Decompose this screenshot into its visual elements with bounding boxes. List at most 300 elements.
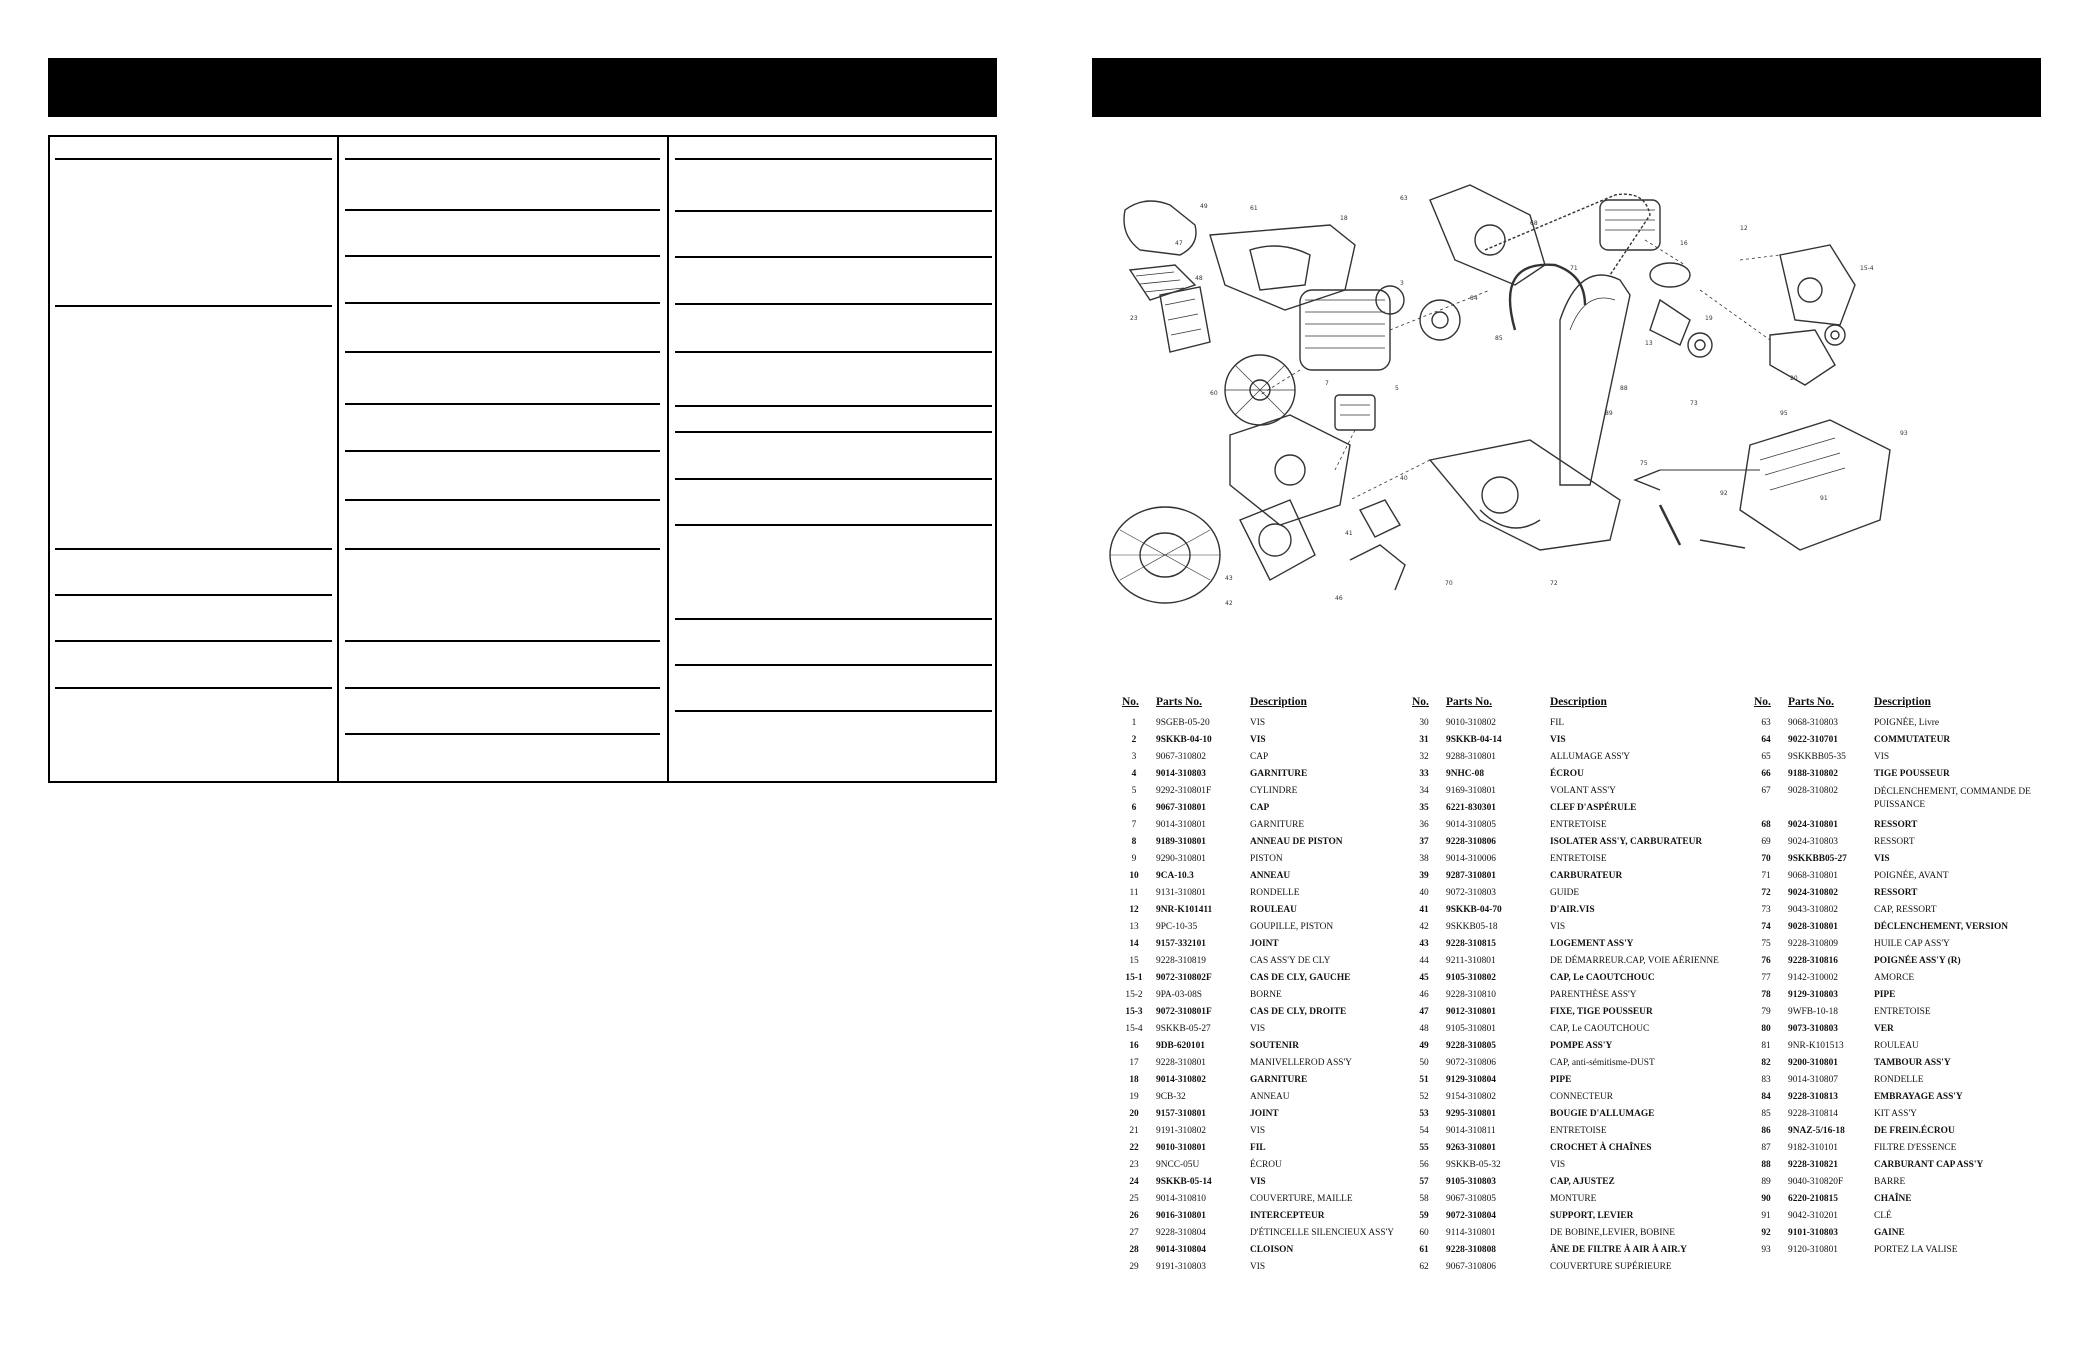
part-number-index: 4 [1131, 769, 1137, 779]
part-code: 9228-310810 [1446, 990, 1496, 1000]
part-description: EMBRAYAGE ASS'Y [1874, 1092, 1963, 1102]
part-number-index: 85 [1761, 1109, 1771, 1119]
part-code: 9014-310811 [1446, 1126, 1496, 1136]
part-number-index: 49 [1419, 1041, 1429, 1051]
part-description: DÉCLENCHEMENT, COMMANDE DE PUISSANCE [1874, 787, 2031, 810]
parts-row [1120, 752, 1420, 769]
parts-row [1120, 939, 1420, 956]
part-description: BARRE [1874, 1177, 1906, 1187]
parts-row [1120, 769, 1420, 786]
part-description: GARNITURE [1250, 1075, 1308, 1085]
part-description: FILTRE D'ESSENCE [1874, 1143, 1957, 1153]
part-number-index: 64 [1761, 735, 1771, 745]
table-rule [675, 158, 992, 160]
parts-row [1120, 1160, 1420, 1177]
svg-text:92: 92 [1720, 490, 1728, 497]
part-number-index: 61 [1419, 1245, 1429, 1255]
parts-row [1752, 871, 2052, 888]
part-description: TIGE POUSSEUR [1874, 769, 1950, 779]
svg-text:47: 47 [1175, 240, 1183, 247]
part-description: D'ÉTINCELLE SILENCIEUX ASS'Y [1250, 1228, 1394, 1238]
table-rule [345, 255, 660, 257]
part-description: ÂNE DE FILTRE À AIR À AIR.Y [1550, 1245, 1687, 1255]
part-code: 6221-830301 [1446, 803, 1496, 813]
part-description: CAP, anti-sémitisme-DUST [1550, 1058, 1655, 1068]
parts-row [1120, 735, 1420, 752]
svg-text:73: 73 [1690, 400, 1698, 407]
part-description: PISTON [1250, 854, 1283, 864]
part-number-index: 29 [1129, 1262, 1139, 1272]
svg-text:93: 93 [1900, 430, 1908, 437]
table-rule [345, 499, 660, 501]
part-number-index: 18 [1129, 1075, 1139, 1085]
part-code: 9228-310814 [1788, 1109, 1838, 1119]
part-description: CLEF D'ASPÉRULE [1550, 803, 1637, 813]
part-description: PARENTHÈSE ASS'Y [1550, 990, 1637, 1000]
part-description: KIT ASS'Y [1874, 1109, 1917, 1119]
header-description: Description [1250, 696, 1307, 708]
svg-text:95: 95 [1780, 410, 1788, 417]
parts-row [1120, 888, 1420, 905]
part-description: CAP [1250, 752, 1269, 762]
parts-row [1120, 718, 1420, 735]
part-code: 9SGEB-05-20 [1156, 718, 1210, 728]
part-code: 9157-332101 [1156, 939, 1206, 949]
parts-row [1752, 752, 2052, 769]
part-number-index: 1 [1131, 718, 1137, 728]
part-code: 9SKKB-05-32 [1446, 1160, 1501, 1170]
table-rule [675, 405, 992, 407]
part-description: RESSORT [1874, 820, 1918, 830]
svg-text:72: 72 [1550, 580, 1558, 587]
parts-row [1120, 905, 1420, 922]
header-parts-no: Parts No. [1446, 696, 1492, 708]
table-rule [55, 548, 332, 550]
svg-text:16: 16 [1680, 240, 1688, 247]
parts-row [1752, 718, 2052, 735]
part-description: GAINE [1874, 1228, 1905, 1238]
part-number-index: 73 [1761, 905, 1771, 915]
table-rule [675, 478, 992, 480]
svg-text:91: 91 [1820, 495, 1828, 502]
part-number-index: 90 [1761, 1194, 1771, 1204]
parts-row [1410, 871, 1710, 888]
part-description: CONNECTEUR [1550, 1092, 1614, 1102]
parts-row [1752, 735, 2052, 752]
part-number-index: 21 [1129, 1126, 1139, 1136]
part-code: 9NAZ-5/16-18 [1788, 1126, 1845, 1136]
part-number-index: 77 [1761, 973, 1771, 983]
parts-row [1752, 1143, 2052, 1160]
part-code: 9263-310801 [1446, 1143, 1496, 1153]
part-description: VIS [1250, 1177, 1266, 1187]
part-code: 9043-310802 [1788, 905, 1838, 915]
part-code: 9010-310802 [1446, 718, 1496, 728]
part-code: 9072-310806 [1446, 1058, 1496, 1068]
part-code: 9NR-K101411 [1156, 905, 1213, 915]
svg-text:60: 60 [1210, 390, 1218, 397]
part-description: CAP, Le CAOUTCHOUC [1550, 1024, 1650, 1034]
part-number-index: 20 [1129, 1109, 1139, 1119]
part-description: POIGNÉE ASS'Y (R) [1874, 956, 1961, 966]
parts-row [1752, 786, 2052, 820]
part-number-index: 31 [1419, 735, 1429, 745]
part-code: 9067-310805 [1446, 1194, 1496, 1204]
exploded-parts-diagram [1100, 180, 2040, 680]
svg-text:3: 3 [1400, 280, 1404, 287]
part-description: ENTRETOISE [1550, 854, 1607, 864]
table-rule [675, 618, 992, 620]
parts-row [1120, 1007, 1420, 1024]
part-description: CLOISON [1250, 1245, 1294, 1255]
parts-row [1752, 820, 2052, 837]
header-parts-no: Parts No. [1156, 696, 1202, 708]
svg-text:48: 48 [1195, 275, 1203, 282]
part-description: VIS [1250, 1262, 1266, 1272]
part-code: 9142-310002 [1788, 973, 1838, 983]
part-number-index: 84 [1761, 1092, 1771, 1102]
header-no: No. [1412, 696, 1429, 708]
part-code: 9072-310802F [1156, 973, 1212, 983]
part-description: SUPPORT, LEVIER [1550, 1211, 1634, 1221]
table-rule [345, 209, 660, 211]
part-code: 9NR-K101513 [1788, 1041, 1844, 1051]
part-code: 9SKKB-05-14 [1156, 1177, 1212, 1187]
svg-text:12: 12 [1740, 225, 1748, 232]
part-description: ANNEAU DE PISTON [1250, 837, 1343, 847]
part-number-index: 27 [1129, 1228, 1139, 1238]
svg-text:46: 46 [1335, 595, 1343, 602]
part-code: 9028-310801 [1788, 922, 1838, 932]
part-description: CAS ASS'Y DE CLY [1250, 956, 1331, 966]
part-description: ROULEAU [1874, 1041, 1919, 1051]
part-number-index: 56 [1419, 1160, 1429, 1170]
part-code: 9228-310815 [1446, 939, 1496, 949]
parts-row [1752, 990, 2052, 1007]
svg-text:20: 20 [1790, 375, 1798, 382]
svg-text:18: 18 [1340, 215, 1348, 222]
parts-row [1410, 1109, 1710, 1126]
part-description: ALLUMAGE ASS'Y [1550, 752, 1631, 762]
parts-row [1752, 1211, 2052, 1228]
part-code: 9022-310701 [1788, 735, 1838, 745]
header-no: No. [1122, 696, 1139, 708]
right-header-bar [1092, 58, 2041, 117]
part-code: 9129-310803 [1788, 990, 1838, 1000]
parts-row [1410, 1041, 1710, 1058]
part-code: 9068-310803 [1788, 718, 1838, 728]
parts-row [1410, 1092, 1710, 1109]
part-number-index: 78 [1761, 990, 1771, 1000]
parts-row [1410, 1126, 1710, 1143]
part-description: ANNEAU [1250, 871, 1291, 881]
part-description: PIPE [1550, 1075, 1572, 1085]
part-description: HUILE CAP ASS'Y [1874, 939, 1950, 949]
part-code: 9014-310804 [1156, 1245, 1206, 1255]
part-description: CAS DE CLY, GAUCHE [1250, 973, 1351, 983]
parts-row [1752, 956, 2052, 973]
part-code: 9SKKB05-18 [1446, 922, 1498, 932]
part-code: 9114-310801 [1446, 1228, 1496, 1238]
part-code: 9073-310803 [1788, 1024, 1838, 1034]
table-rule [675, 210, 992, 212]
part-number-index: 15-1 [1125, 973, 1143, 983]
part-number-index: 81 [1761, 1041, 1771, 1051]
part-number-index: 36 [1419, 820, 1429, 830]
part-code: 9024-310801 [1788, 820, 1838, 830]
part-description: ÉCROU [1550, 769, 1584, 779]
part-code: 9024-310803 [1788, 837, 1838, 847]
parts-row [1410, 837, 1710, 854]
part-number-index: 22 [1129, 1143, 1139, 1153]
crankcase-icon [1230, 415, 1350, 525]
table-column-divider [337, 137, 339, 781]
part-code: 9154-310802 [1446, 1092, 1496, 1102]
part-code: 9200-310801 [1788, 1058, 1838, 1068]
part-code: 9DB-620101 [1156, 1041, 1205, 1051]
header-description: Description [1874, 696, 1931, 708]
svg-text:41: 41 [1345, 530, 1353, 537]
part-number-index: 62 [1419, 1262, 1429, 1272]
parts-row [1752, 1024, 2052, 1041]
parts-row [1752, 854, 2052, 871]
table-rule [345, 640, 660, 642]
part-number-index: 55 [1419, 1143, 1429, 1153]
part-number-index: 42 [1419, 922, 1429, 932]
part-code: 9024-310802 [1788, 888, 1838, 898]
part-code: 9157-310801 [1156, 1109, 1206, 1119]
parts-row [1410, 1007, 1710, 1024]
part-code: 9105-310803 [1446, 1177, 1496, 1187]
part-code: 6220-210815 [1788, 1194, 1838, 1204]
part-number-index: 41 [1419, 905, 1429, 915]
table-rule [55, 594, 332, 596]
table-rule [675, 524, 992, 526]
part-code: 9072-310803 [1446, 888, 1496, 898]
parts-row [1752, 837, 2052, 854]
part-number-index: 47 [1419, 1007, 1429, 1017]
part-description: COUVERTURE, MAILLE [1250, 1194, 1353, 1204]
parts-row [1410, 990, 1710, 1007]
table-rule [675, 710, 992, 712]
parts-row [1120, 922, 1420, 939]
part-code: 9105-310801 [1446, 1024, 1496, 1034]
part-description: VIS [1250, 1126, 1266, 1136]
part-number-index: 44 [1419, 956, 1429, 966]
part-description: VIS [1250, 735, 1266, 745]
clutch-drum-icon [1420, 300, 1460, 340]
part-description: POIGNÉE, AVANT [1874, 871, 1949, 881]
parts-row [1410, 1075, 1710, 1092]
part-number-index: 89 [1761, 1177, 1771, 1187]
parts-row [1410, 769, 1710, 786]
part-description: CAP, Le CAOUTCHOUC [1550, 973, 1655, 983]
parts-row [1410, 735, 1710, 752]
part-number-index: 65 [1761, 752, 1771, 762]
svg-text:84: 84 [1470, 295, 1478, 302]
part-number-index: 15-2 [1125, 990, 1143, 1000]
part-number-index: 39 [1419, 871, 1429, 881]
part-number-index: 25 [1129, 1194, 1139, 1204]
part-number-index: 69 [1761, 837, 1771, 847]
part-code: 9228-310804 [1156, 1228, 1206, 1238]
part-number-index: 88 [1761, 1160, 1771, 1170]
part-number-index: 53 [1419, 1109, 1429, 1119]
parts-row [1752, 1228, 2052, 1245]
part-description: VIS [1250, 718, 1266, 728]
part-code: 9068-310801 [1788, 871, 1838, 881]
part-code: 9169-310801 [1446, 786, 1496, 796]
parts-row [1410, 752, 1710, 769]
parts-row [1410, 956, 1719, 973]
part-number-index: 67 [1761, 786, 1771, 796]
part-description: CAP, AJUSTEZ [1550, 1177, 1615, 1187]
parts-row [1120, 803, 1420, 820]
parts-row [1410, 820, 1710, 837]
part-description: RESSORT [1874, 888, 1918, 898]
part-code: 9SKKBB05-35 [1788, 752, 1846, 762]
table-rule [55, 305, 332, 307]
part-number-index: 37 [1419, 837, 1429, 847]
svg-text:13: 13 [1645, 340, 1653, 347]
part-description: FIL [1250, 1143, 1266, 1153]
part-code: 9228-310813 [1788, 1092, 1838, 1102]
part-number-index: 38 [1419, 854, 1429, 864]
part-number-index: 92 [1761, 1228, 1771, 1238]
part-description: CLÉ [1874, 1211, 1892, 1221]
svg-text:61: 61 [1250, 205, 1258, 212]
part-number-index: 15-3 [1125, 1007, 1143, 1017]
part-number-index: 43 [1419, 939, 1429, 949]
parts-row [1410, 718, 1710, 735]
part-number-index: 71 [1761, 871, 1771, 881]
parts-row [1120, 956, 1420, 973]
part-description: D'AIR.VIS [1550, 905, 1595, 915]
parts-row [1410, 973, 1710, 990]
sprocket-cover-icon [1430, 185, 1545, 285]
parts-row [1120, 1245, 1420, 1262]
part-description: DE BOBINE,LEVIER, BOBINE [1550, 1228, 1675, 1238]
part-description: VIS [1550, 922, 1566, 932]
part-description: CARBURANT CAP ASS'Y [1874, 1160, 1984, 1170]
part-number-index: 2 [1131, 735, 1137, 745]
part-code: 9014-310802 [1156, 1075, 1206, 1085]
part-code: 9014-310801 [1156, 820, 1206, 830]
parts-row [1752, 888, 2052, 905]
part-description: MANIVELLEROD ASS'Y [1250, 1058, 1352, 1068]
part-number-index: 23 [1129, 1160, 1139, 1170]
part-number-index: 13 [1129, 922, 1139, 932]
carburetor-icon [1335, 395, 1375, 430]
parts-row [1410, 922, 1710, 939]
part-number-index: 17 [1129, 1058, 1139, 1068]
part-code: 9290-310801 [1156, 854, 1206, 864]
guide-bar-icon [1560, 275, 1630, 485]
table-rule [55, 640, 332, 642]
parts-row [1120, 820, 1420, 837]
part-description: DE DÉMARREUR.CAP, VOIE AÉRIENNE [1550, 956, 1719, 966]
parts-row [1410, 1177, 1710, 1194]
parts-row [1120, 786, 1420, 803]
parts-row [1120, 1143, 1420, 1160]
part-number-index: 76 [1761, 956, 1771, 966]
parts-list [1120, 696, 2040, 1276]
part-number-index: 15 [1129, 956, 1139, 966]
part-code: 9CB-32 [1156, 1092, 1186, 1102]
part-number-index: 33 [1419, 769, 1429, 779]
parts-row [1410, 888, 1710, 905]
svg-text:15-4: 15-4 [1860, 265, 1874, 272]
header-parts-no: Parts No. [1788, 696, 1834, 708]
svg-text:40: 40 [1400, 475, 1408, 482]
table-rule [55, 158, 332, 160]
parts-row [1410, 1058, 1710, 1075]
parts-row [1752, 1109, 2052, 1126]
parts-row [1120, 1058, 1420, 1075]
svg-text:75: 75 [1640, 460, 1648, 467]
part-number-index: 60 [1419, 1228, 1429, 1238]
parts-row [1410, 1024, 1710, 1041]
parts-row [1410, 939, 1710, 956]
parts-row [1752, 1177, 2052, 1194]
part-code: 9288-310801 [1446, 752, 1496, 762]
parts-row [1120, 1075, 1420, 1092]
part-number-index: 93 [1761, 1245, 1771, 1255]
parts-row [1120, 1024, 1420, 1041]
table-rule [345, 733, 660, 735]
part-number-index: 48 [1419, 1024, 1429, 1034]
part-code: 9228-310801 [1156, 1058, 1206, 1068]
part-number-index: 3 [1131, 752, 1137, 762]
parts-row [1752, 1160, 2052, 1177]
part-number-index: 91 [1761, 1211, 1771, 1221]
part-number-index: 40 [1419, 888, 1429, 898]
part-code: 9040-310820F [1788, 1177, 1844, 1187]
part-description: ENTRETOISE [1550, 1126, 1607, 1136]
part-number-index: 82 [1761, 1058, 1771, 1068]
part-description: AMORCE [1874, 973, 1915, 983]
part-number-index: 28 [1129, 1245, 1139, 1255]
part-number-index: 12 [1129, 905, 1139, 915]
parts-row [1410, 905, 1710, 922]
part-code: 9228-310819 [1156, 956, 1206, 966]
part-code: 9228-310809 [1788, 939, 1838, 949]
part-number-index: 70 [1761, 854, 1771, 864]
part-code: 9014-310805 [1446, 820, 1496, 830]
table-rule [345, 158, 660, 160]
part-description: RONDELLE [1874, 1075, 1924, 1085]
svg-text:23: 23 [1130, 315, 1138, 322]
table-rule [675, 256, 992, 258]
parts-row [1120, 1126, 1420, 1143]
parts-row [1752, 1041, 2052, 1058]
parts-row [1752, 1245, 2052, 1262]
parts-row [1752, 922, 2052, 939]
part-number-index: 8 [1131, 837, 1137, 847]
part-code: 9182-310101 [1788, 1143, 1838, 1153]
part-code: 9CA-10.3 [1156, 871, 1194, 881]
part-description: RESSORT [1874, 837, 1915, 847]
part-description: POMPE ASS'Y [1550, 1041, 1613, 1051]
part-number-index: 10 [1129, 871, 1139, 881]
svg-text:88: 88 [1620, 385, 1628, 392]
part-number-index: 15-4 [1125, 1024, 1143, 1034]
part-number-index: 24 [1129, 1177, 1139, 1187]
part-description: PORTEZ LA VALISE [1874, 1245, 1958, 1255]
part-description: VIS [1250, 1024, 1266, 1034]
part-description: LOGEMENT ASS'Y [1550, 939, 1634, 949]
part-description: VIS [1550, 735, 1566, 745]
